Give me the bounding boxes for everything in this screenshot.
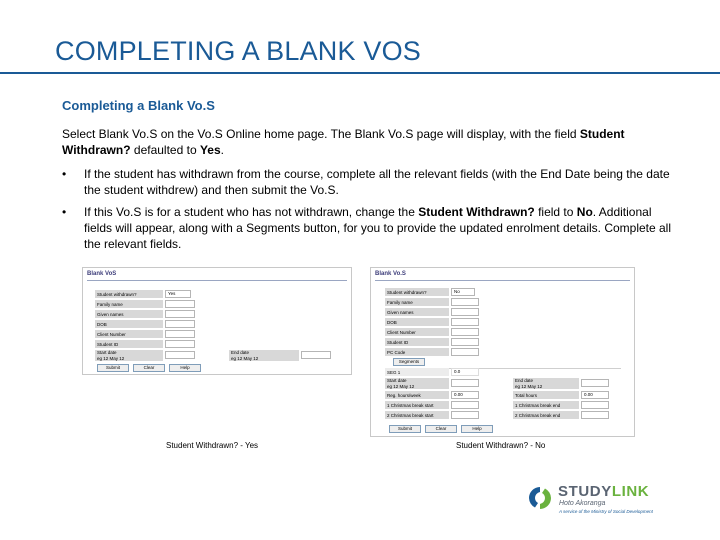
logo-word-link: LINK xyxy=(611,483,650,500)
slide-title: COMPLETING A BLANK VOS xyxy=(55,36,422,66)
field-label: Client Number xyxy=(95,330,163,339)
submit-button[interactable]: Submit xyxy=(389,425,421,433)
help-button[interactable]: Help xyxy=(461,425,493,433)
logo-tagline: A service of the Ministry of Social Development xyxy=(559,509,653,514)
bullet-text xyxy=(84,204,674,252)
logo-word-study: STUDY xyxy=(558,483,612,500)
start-date-hint: eg 12 May 12 xyxy=(97,356,125,361)
field-label: Student ID xyxy=(95,340,163,349)
intro-text-3: . xyxy=(220,143,224,157)
given-names-input[interactable] xyxy=(165,310,195,318)
reg-hours-label: Reg. hours/week xyxy=(385,391,449,400)
bullet-bold-1: Student Withdrawn? xyxy=(418,205,535,219)
field-label: PC Code xyxy=(385,348,449,357)
intro-paragraph xyxy=(62,126,672,158)
submit-button[interactable]: Submit xyxy=(97,364,129,372)
field-label: DOB xyxy=(95,320,163,329)
field-label: Family name xyxy=(385,298,449,307)
logo-wordmark xyxy=(558,483,649,500)
student-id-input[interactable] xyxy=(451,338,479,346)
end-date-hint: eg 12 May 12 xyxy=(231,356,259,361)
field-label: Given names xyxy=(95,310,163,319)
section-heading: Completing a Blank Vo.S xyxy=(62,98,215,113)
reg-hours-input[interactable]: 0.00 xyxy=(451,391,479,399)
form-title-rule xyxy=(87,280,347,281)
bullet-marker: • xyxy=(62,167,67,181)
break-input[interactable] xyxy=(581,411,609,419)
end-date-hint: eg 12 May 12 xyxy=(515,384,543,389)
caption-withdrawn-no: Student Withdrawn? - No xyxy=(456,441,546,450)
clear-button[interactable]: Clear xyxy=(133,364,165,372)
client-number-input[interactable] xyxy=(165,330,195,338)
segment-value: 0.0 xyxy=(451,368,479,376)
field-label: Family name xyxy=(95,300,163,309)
field-label: Client Number xyxy=(385,328,449,337)
bullet-text-3: . Additional fields will appear, along with a Segments button, for you to provide the updated enrolment details. Complete all the relevant fields. xyxy=(84,205,672,251)
clear-button[interactable]: Clear xyxy=(425,425,457,433)
start-date-label xyxy=(385,378,449,390)
screenshot-withdrawn-yes xyxy=(82,267,352,375)
break-input[interactable] xyxy=(581,401,609,409)
logo-subtitle: Hoto Akoranga xyxy=(559,500,606,507)
bullet-marker: • xyxy=(62,205,67,219)
title-divider xyxy=(0,72,720,74)
break-label: 1 Christmas break end xyxy=(513,401,579,410)
start-date-input[interactable] xyxy=(165,351,195,359)
end-date-label-text: End date xyxy=(515,378,534,383)
form-title-rule xyxy=(375,280,630,281)
field-label: Given names xyxy=(385,308,449,317)
total-hours-input[interactable]: 0.00 xyxy=(581,391,609,399)
bullet-text-2: field to xyxy=(534,205,577,219)
end-date-label xyxy=(229,350,299,362)
start-date-hint: eg 12 May 12 xyxy=(387,384,415,389)
total-hours-label: Total hours xyxy=(513,391,579,400)
pc-code-input[interactable] xyxy=(451,348,479,356)
caption-withdrawn-yes: Student Withdrawn? - Yes xyxy=(166,441,259,450)
dob-input[interactable] xyxy=(165,320,195,328)
withdrawn-select[interactable]: No xyxy=(451,288,475,296)
intro-bold-1: Student Withdrawn? xyxy=(62,127,625,157)
break-input[interactable] xyxy=(451,411,479,419)
field-label: Student withdrawn? xyxy=(385,288,449,297)
field-label: DOB xyxy=(385,318,449,327)
studylink-logo xyxy=(526,483,676,519)
studylink-emblem-icon xyxy=(526,485,554,511)
help-button[interactable]: Help xyxy=(169,364,201,372)
start-date-label-text: Start date xyxy=(97,350,117,355)
break-input[interactable] xyxy=(451,401,479,409)
family-name-input[interactable] xyxy=(451,298,479,306)
bullet-text-1: If this Vo.S is for a student who has not withdrawn, change the xyxy=(84,205,419,219)
form-title: Blank VoS xyxy=(87,271,117,277)
dob-input[interactable] xyxy=(451,318,479,326)
field-label: Student ID xyxy=(385,338,449,347)
withdrawn-select[interactable]: Yes xyxy=(165,290,191,298)
intro-text-2: defaulted to xyxy=(130,143,200,157)
break-label: 2 Christmas break start xyxy=(385,411,449,420)
screenshot-withdrawn-no xyxy=(370,267,635,437)
bullet-text: If the student has withdrawn from the course, complete all the relevant fields (with the End Date being the date the student withdrew) and then submit the Vo.S. xyxy=(84,167,670,197)
end-date-label-text: End date xyxy=(231,350,250,355)
given-names-input[interactable] xyxy=(451,308,479,316)
start-date-input[interactable] xyxy=(451,379,479,387)
field-label: Student withdrawn? xyxy=(95,290,163,299)
break-label: 2 Christmas break end xyxy=(513,411,579,420)
start-date-label xyxy=(95,350,163,362)
intro-bold-2: Yes xyxy=(199,143,221,157)
student-id-input[interactable] xyxy=(165,340,195,348)
bullet-bold-2: No xyxy=(576,205,593,219)
end-date-input[interactable] xyxy=(581,379,609,387)
client-number-input[interactable] xyxy=(451,328,479,336)
start-date-label-text: Start date xyxy=(387,378,407,383)
segment-label: SEG 1 xyxy=(385,368,449,377)
family-name-input[interactable] xyxy=(165,300,195,308)
form-title: Blank Vo.S xyxy=(375,271,406,277)
end-date-input[interactable] xyxy=(301,351,331,359)
intro-text-1: Select Blank Vo.S on the Vo.S Online home page. The Blank Vo.S page will display, with the field xyxy=(62,127,580,141)
end-date-label xyxy=(513,378,579,390)
break-label: 1 Christmas break start xyxy=(385,401,449,410)
segments-button[interactable]: Segments xyxy=(393,358,425,366)
